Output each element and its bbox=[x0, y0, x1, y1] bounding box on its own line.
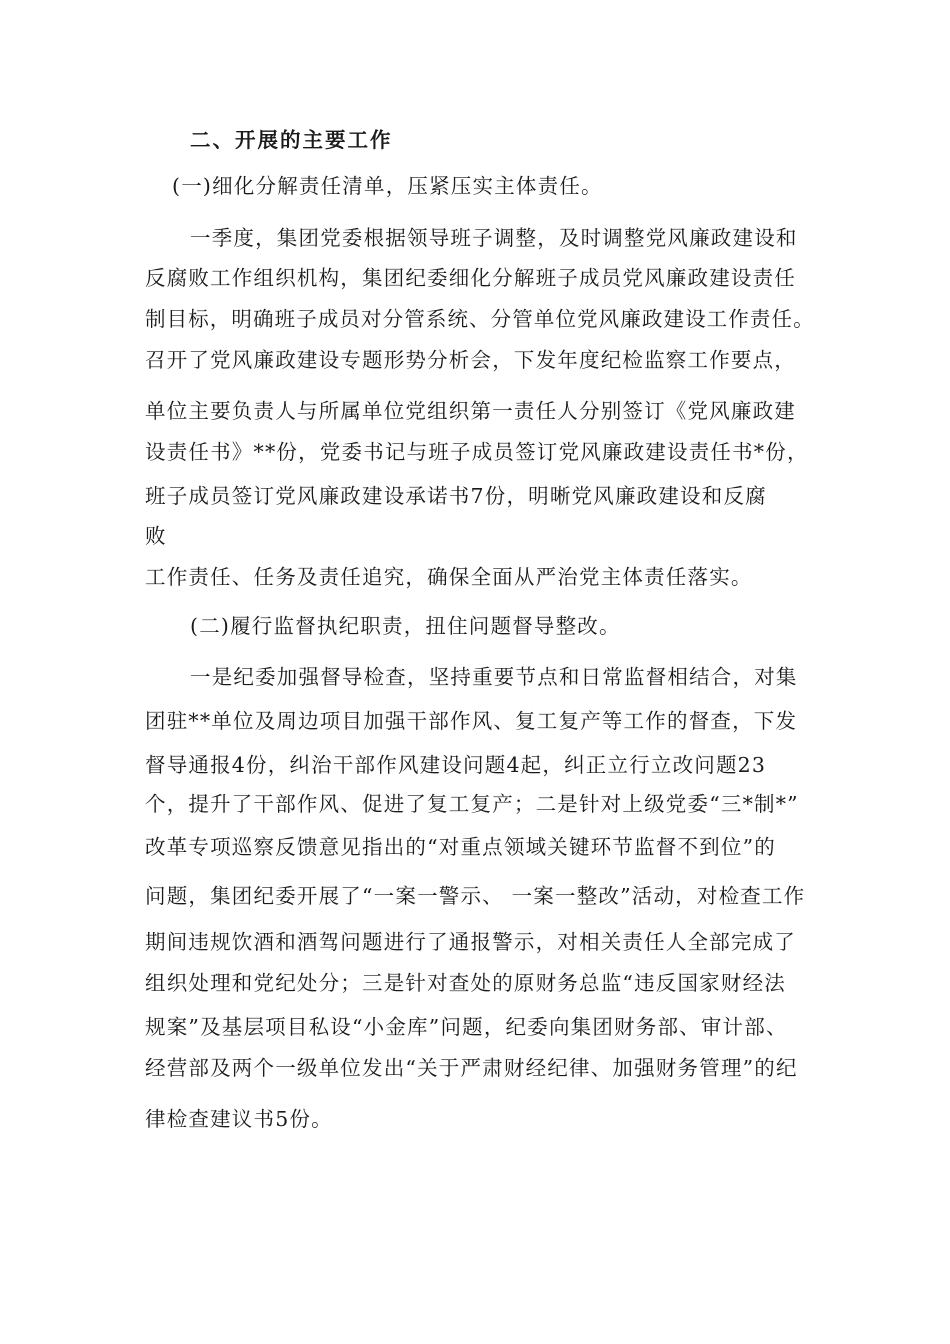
paragraph-1-line: 单位主要负责人与所属单位党组织第一责任人分别签订《党风廉政建 bbox=[145, 399, 796, 423]
paragraph-1-line: 制目标，明确班子成员对分管系统、分管单位党风廉政建设工作责任。 bbox=[145, 307, 815, 331]
paragraph-2-line: 律检查建议书5份。 bbox=[145, 1107, 333, 1131]
paragraph-1-line: 败 bbox=[145, 524, 167, 548]
paragraph-1-line: 班子成员签订党风廉政建设承诺书7份，明晰党风廉政建设和反腐 bbox=[145, 484, 767, 508]
paragraph-1-line: 召开了党风廉政建设专题形势分析会，下发年度纪检监察工作要点， bbox=[145, 348, 796, 372]
paragraph-2-line: 期间违规饮酒和酒驾问题进行了通报警示，对相关责任人全部完成了 bbox=[145, 930, 796, 954]
paragraph-2-line: 一是纪委加强督导检查，坚持重要节点和日常监督相结合，对集 bbox=[190, 665, 798, 689]
paragraph-2-line: 经营部及两个一级单位发出“关于严肃财经纪律、加强财务管理”的纪 bbox=[145, 1056, 798, 1080]
paragraph-2-line: 个，提升了干部作风、促进了复工复产；二是针对上级党委“三*制*” bbox=[145, 792, 799, 816]
paragraph-1-line: 工作责任、任务及责任追究，确保全面从严治党主体责任落实。 bbox=[145, 565, 753, 589]
paragraph-1-line: 反腐败工作组织机构，集团纪委细化分解班子成员党风廉政建设责任 bbox=[145, 266, 796, 290]
paragraph-2-line: 改革专项巡察反馈意见指出的“对重点领域关键环节监督不到位”的 bbox=[145, 835, 776, 859]
paragraph-2-line: 规案”及基层项目私设“小金库”问题，纪委向集团财务部、审计部、 bbox=[145, 1015, 788, 1039]
paragraph-2-line: 督导通报4份，纠治干部作风建设问题4起，纠正立行立改问题23 bbox=[145, 753, 767, 777]
section-heading: 二、开展的主要工作 bbox=[190, 128, 393, 152]
subsection-1-title: (一)细化分解责任清单，压紧压实主体责任。 bbox=[172, 174, 603, 198]
paragraph-1-line: 一季度，集团党委根据领导班子调整，及时调整党风廉政建设和 bbox=[190, 226, 798, 250]
paragraph-2-line: 问题，集团纪委开展了“一案一警示、 一案一整改”活动，对检查工作 bbox=[145, 884, 806, 908]
subsection-2-title: (二)履行监督执纪职责，扭住问题督导整改。 bbox=[190, 614, 621, 638]
paragraph-1-line: 设责任书》**份，党委书记与班子成员签订党风廉政建设责任书*份， bbox=[145, 440, 809, 464]
paragraph-2-line: 团驻**单位及周边项目加强干部作风、复工复产等工作的督查，下发 bbox=[145, 709, 798, 733]
paragraph-2-line: 组织处理和党纪处分；三是针对查处的原财务总监“违反国家财经法 bbox=[145, 971, 786, 995]
